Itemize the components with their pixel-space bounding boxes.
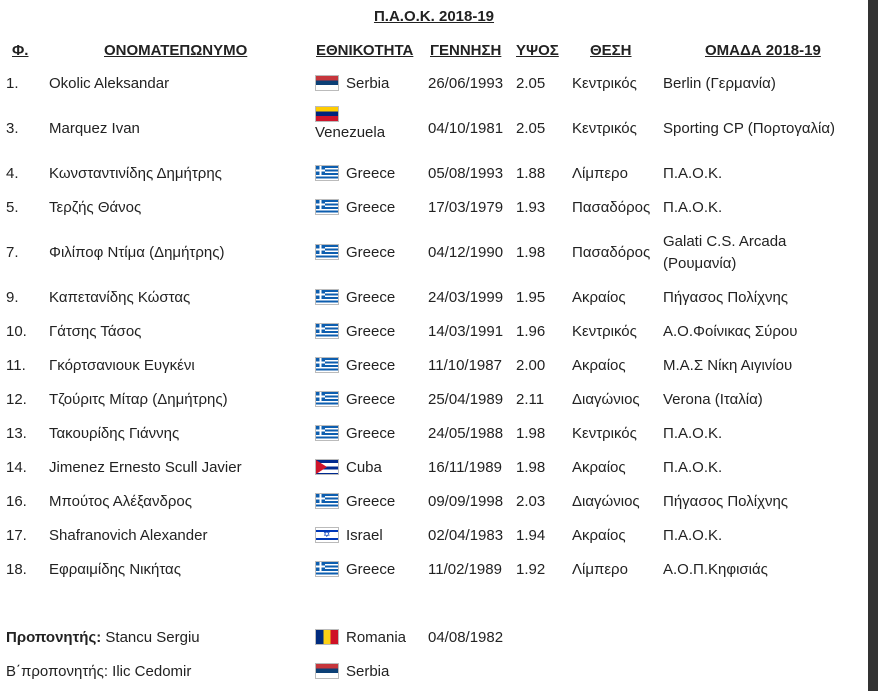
player-number: 9. (6, 289, 19, 306)
player-birth: 25/04/1989 (428, 391, 504, 408)
table-row (0, 519, 868, 553)
nationality-label: Serbia (346, 663, 390, 680)
player-height: 1.96 (516, 323, 546, 340)
venezuela-flag-icon (315, 106, 339, 122)
player-nationality (315, 281, 395, 315)
player-number: 7. (6, 244, 19, 261)
nationality-label: Greece (346, 165, 396, 182)
table-row (0, 67, 868, 101)
player-nationality (315, 451, 382, 485)
player-birth: 04/10/1981 (428, 120, 504, 137)
assistant-coach-row (0, 655, 868, 689)
greece-flag-icon (315, 323, 339, 339)
player-position: Ακραίος (572, 459, 626, 476)
player-height: 2.00 (516, 357, 546, 374)
player-name: Marquez Ivan (49, 120, 140, 137)
romania-flag-icon (315, 629, 339, 645)
cuba-flag-icon (315, 459, 339, 475)
player-height: 2.11 (516, 391, 545, 408)
coach-birth: 04/08/1982 (428, 629, 504, 646)
coach-nationality (315, 621, 406, 655)
nationality-label: Greece (346, 561, 396, 578)
greece-flag-icon (315, 425, 339, 441)
player-team: Α.Ο.Φοίνικας Σύρου (663, 323, 798, 340)
player-height: 2.05 (516, 75, 546, 92)
header-nationality: ΕΘΝΙΚΟΤΗΤΑ (316, 42, 414, 59)
player-nationality (315, 349, 395, 383)
greece-flag-icon (315, 561, 339, 577)
greece-flag-icon (315, 244, 339, 260)
player-name: Τζούριτς Μίταρ (Δημήτρης) (49, 391, 228, 408)
player-birth: 02/04/1983 (428, 527, 504, 544)
player-position: Διαγώνιος (572, 493, 640, 510)
player-name: Κωνσταντινίδης Δημήτρης (49, 165, 222, 182)
player-birth: 11/02/1989 (428, 561, 502, 578)
player-birth: 17/03/1979 (428, 199, 504, 216)
nationality-label: Greece (346, 323, 396, 340)
greece-flag-icon (315, 199, 339, 215)
table-row (0, 191, 868, 225)
coach-row (0, 621, 868, 655)
player-position: Λίμπερο (572, 165, 628, 182)
player-height: 2.03 (516, 493, 546, 510)
player-position: Κεντρικός (572, 323, 637, 340)
player-position: Πασαδόρος (572, 244, 651, 261)
table-row (0, 315, 868, 349)
player-team: Πήγασος Πολίχνης (663, 289, 789, 306)
player-team: Π.Α.Ο.Κ. (663, 425, 723, 442)
table-row (0, 349, 868, 383)
player-team: Sporting CP (Πορτογαλία) (663, 120, 835, 137)
table-row (0, 383, 868, 417)
player-nationality (315, 106, 385, 150)
header-team: ΟΜΑΔΑ 2018-19 (705, 42, 821, 59)
player-birth: 04/12/1990 (428, 244, 504, 261)
player-height: 1.93 (516, 199, 546, 216)
greece-flag-icon (315, 289, 339, 305)
player-nationality (315, 485, 395, 519)
greece-flag-icon (315, 493, 339, 509)
player-position: Κεντρικός (572, 425, 637, 442)
player-number: 12. (6, 391, 27, 408)
player-nationality (315, 519, 383, 553)
coach-label: Προπονητής: (6, 629, 102, 646)
table-row (0, 104, 868, 148)
player-height: 1.98 (516, 459, 546, 476)
assistant-label: Β΄προπονητής: (6, 663, 108, 680)
player-name: Τερζής Θάνος (49, 199, 142, 216)
header-birth: ΓΕΝΝΗΣΗ (430, 42, 502, 59)
header-position: ΘΕΣΗ (590, 42, 632, 59)
player-number: 5. (6, 199, 19, 216)
nationality-label: Greece (346, 425, 396, 442)
player-height: 1.95 (516, 289, 546, 306)
nationality-label: Serbia (346, 75, 390, 92)
player-nationality (315, 236, 395, 280)
player-nationality (315, 383, 395, 417)
player-name: Εφραιμίδης Νικήτας (49, 561, 181, 578)
nationality-label: Greece (346, 357, 396, 374)
player-team: Μ.Α.Σ Νίκη Αιγινίου (663, 357, 793, 374)
player-name: Τακουρίδης Γιάννης (49, 425, 180, 442)
nationality-label: Venezuela (315, 124, 386, 141)
player-name: Φιλίποφ Ντίμα (Δημήτρης) (49, 244, 225, 261)
player-birth: 09/09/1998 (428, 493, 504, 510)
player-position: Κεντρικός (572, 120, 637, 137)
player-height: 1.98 (516, 244, 546, 261)
table-row (0, 157, 868, 191)
player-position: Ακραίος (572, 527, 626, 544)
player-team: Berlin (Γερμανία) (663, 75, 776, 92)
player-nationality (315, 157, 395, 191)
header-number: Φ. (12, 42, 29, 59)
player-team: Π.Α.Ο.Κ. (663, 459, 723, 476)
greece-flag-icon (315, 391, 339, 407)
nationality-label: Greece (346, 244, 396, 261)
player-name: Jimenez Ernesto Scull Javier (49, 459, 242, 476)
serbia-flag-icon (315, 75, 339, 91)
player-birth: 24/03/1999 (428, 289, 504, 306)
nationality-label: Greece (346, 289, 396, 306)
player-position: Κεντρικός (572, 75, 637, 92)
player-height: 1.92 (516, 561, 546, 578)
coach-info (6, 621, 200, 655)
table-row (0, 451, 868, 485)
player-nationality (315, 191, 395, 225)
player-team: Π.Α.Ο.Κ. (663, 165, 723, 182)
player-nationality (315, 67, 389, 101)
greece-flag-icon (315, 165, 339, 181)
player-number: 18. (6, 561, 27, 578)
player-team: Galati C.S. Arcada (Ρουμανία) (663, 233, 787, 272)
player-number: 1. (6, 75, 19, 92)
player-birth: 26/06/1993 (428, 75, 504, 92)
player-name: Shafranovich Alexander (49, 527, 208, 544)
table-row (0, 231, 868, 275)
player-number: 17. (6, 527, 27, 544)
table-row (0, 553, 868, 587)
coach-name: Stancu Sergiu (105, 629, 200, 646)
player-number: 3. (6, 120, 19, 137)
nationality-label: Greece (346, 391, 396, 408)
player-team: Verona (Ιταλία) (663, 391, 763, 408)
player-height: 1.98 (516, 425, 546, 442)
assistant-name: Ilic Cedomir (112, 663, 192, 680)
player-number: 13. (6, 425, 27, 442)
player-name: Μπούτος Αλέξανδρος (49, 493, 192, 510)
player-birth: 14/03/1991 (428, 323, 504, 340)
player-height: 1.88 (516, 165, 546, 182)
player-height: 1.94 (516, 527, 546, 544)
player-nationality (315, 553, 395, 587)
player-position: Διαγώνιος (572, 391, 640, 408)
player-number: 4. (6, 165, 19, 182)
assistant-nationality (315, 655, 389, 689)
table-row (0, 281, 868, 315)
player-name: Okolic Aleksandar (49, 75, 170, 92)
player-birth: 16/11/1989 (428, 459, 502, 476)
player-height: 2.05 (516, 120, 546, 137)
assistant-info (6, 655, 191, 689)
player-position: Ακραίος (572, 289, 626, 306)
player-nationality (315, 315, 395, 349)
player-position: Λίμπερο (572, 561, 628, 578)
player-number: 16. (6, 493, 27, 510)
nationality-label: Greece (346, 199, 396, 216)
player-name: Γκόρτσανιουκ Ευγκένι (49, 357, 195, 374)
player-position: Πασαδόρος (572, 199, 651, 216)
player-number: 10. (6, 323, 27, 340)
nationality-label: Israel (346, 527, 383, 544)
player-team: Π.Α.Ο.Κ. (663, 199, 723, 216)
player-birth: 05/08/1993 (428, 165, 504, 182)
player-team: Α.Ο.Π.Κηφισιάς (663, 561, 768, 578)
nationality-label: Romania (346, 629, 407, 646)
player-position: Ακραίος (572, 357, 626, 374)
nationality-label: Greece (346, 493, 396, 510)
player-nationality (315, 417, 395, 451)
player-name: Γάτσης Τάσος (49, 323, 142, 340)
player-number: 11. (6, 357, 26, 374)
header-height: ΥΨΟΣ (516, 42, 559, 59)
nationality-label: Cuba (346, 459, 382, 476)
header-name: ΟΝΟΜΑΤΕΠΩΝΥΜΟ (104, 42, 248, 59)
page-scrollbar[interactable] (868, 0, 878, 691)
page-title: Π.Α.Ο.Κ. 2018-19 (373, 8, 495, 25)
table-row (0, 417, 868, 451)
player-number: 14. (6, 459, 27, 476)
player-birth: 11/10/1987 (428, 357, 502, 374)
player-team: Π.Α.Ο.Κ. (663, 527, 723, 544)
israel-flag-icon (315, 527, 339, 543)
serbia-flag-icon (315, 663, 339, 679)
table-row (0, 485, 868, 519)
greece-flag-icon (315, 357, 339, 373)
player-name: Καπετανίδης Κώστας (49, 289, 191, 306)
player-team: Πήγασος Πολίχνης (663, 493, 789, 510)
player-birth: 24/05/1988 (428, 425, 504, 442)
